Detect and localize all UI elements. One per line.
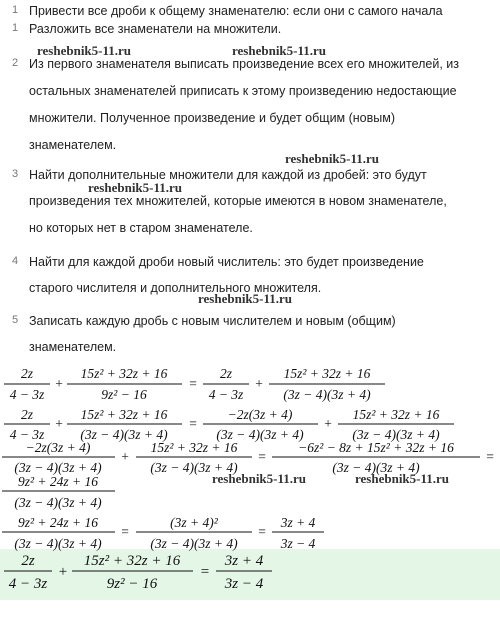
equals-sign: = bbox=[200, 564, 210, 580]
denominator: (3z − 4)(3z + 4) bbox=[14, 536, 102, 551]
equals-sign: = bbox=[121, 524, 129, 539]
equals-sign: = bbox=[486, 449, 494, 464]
equation-5 bbox=[2, 515, 324, 551]
plus-sign: + bbox=[58, 564, 68, 580]
step-number: 3 bbox=[12, 168, 19, 180]
watermark: reshebnik5-11.ru bbox=[212, 471, 307, 486]
step-text: Найти для каждой дроби новый числитель: это будет произведение bbox=[29, 255, 424, 269]
step-number: 1 bbox=[12, 4, 19, 16]
equation-3 bbox=[2, 440, 494, 475]
step-text: Разложить все знаменатели на множители. bbox=[29, 22, 282, 36]
numerator: 15z² + 32z + 16 bbox=[83, 553, 181, 569]
plus-sign: + bbox=[121, 449, 129, 464]
denominator: (3z − 4)(3z + 4) bbox=[14, 495, 102, 510]
step-text: произведения тех множителей, которые имеются в новом знаменателе, bbox=[29, 194, 447, 208]
denominator: 4 − 3z bbox=[8, 576, 48, 592]
numerator: (3z + 4)² bbox=[170, 515, 218, 530]
numerator: 15z² + 32z + 16 bbox=[80, 366, 168, 381]
step-number: 4 bbox=[12, 255, 19, 267]
denominator: (3z − 4)(3z + 4) bbox=[352, 427, 440, 442]
watermark: reshebnik5-11.ru bbox=[285, 151, 380, 166]
numerator: 2z bbox=[20, 366, 34, 381]
step-text: но которых нет в старом знаменателе. bbox=[29, 221, 253, 235]
equation-1 bbox=[4, 366, 385, 402]
step-text: Из первого знаменателя выписать произведение всех его множителей, из bbox=[29, 57, 459, 71]
numerator: 2z bbox=[21, 553, 35, 569]
numerator: −2z(3z + 4) bbox=[25, 440, 91, 455]
plus-sign: + bbox=[324, 416, 332, 431]
denominator: (3z − 4)(3z + 4) bbox=[150, 460, 238, 475]
numerator: 2z bbox=[20, 407, 34, 422]
step-number: 5 bbox=[12, 314, 19, 326]
numerator: 9z² + 24z + 16 bbox=[17, 474, 99, 489]
denominator: (3z − 4)(3z + 4) bbox=[283, 387, 371, 402]
denominator: 3z − 4 bbox=[224, 576, 264, 592]
denominator: 4 − 3z bbox=[208, 387, 244, 402]
equation-2 bbox=[4, 407, 454, 442]
denominator: (3z − 4)(3z + 4) bbox=[332, 460, 420, 475]
equation-4 bbox=[2, 474, 115, 510]
watermark: reshebnik5-11.ru bbox=[88, 180, 183, 195]
denominator: 4 − 3z bbox=[9, 387, 45, 402]
step-text: Привести все дроби к общему знаменателю: если они с самого начала bbox=[29, 4, 443, 18]
watermark: reshebnik5-11.ru bbox=[198, 291, 293, 306]
step-text: Найти дополнительные множители для каждой из дробей: это будут bbox=[29, 168, 427, 182]
step-number: 1 bbox=[12, 22, 19, 34]
step-number: 2 bbox=[12, 57, 19, 69]
numerator: 2z bbox=[219, 366, 233, 381]
denominator: 9z² − 16 bbox=[101, 387, 147, 402]
numerator: 15z² + 32z + 16 bbox=[283, 366, 371, 381]
denominator: 9z² − 16 bbox=[106, 576, 158, 592]
numerator: 15z² + 32z + 16 bbox=[352, 407, 440, 422]
step-text: знаменателем. bbox=[29, 138, 117, 152]
plus-sign: + bbox=[55, 416, 63, 431]
numerator: 9z² + 24z + 16 bbox=[17, 515, 99, 530]
step-text: Записать каждую дробь с новым числителем и новым (общим) bbox=[29, 314, 396, 328]
watermark: reshebnik5-11.ru bbox=[232, 43, 327, 58]
numerator: 3z + 4 bbox=[224, 553, 264, 569]
watermark: reshebnik5-11.ru bbox=[37, 43, 132, 58]
numerator: 15z² + 32z + 16 bbox=[150, 440, 238, 455]
denominator: (3z − 4)(3z + 4) bbox=[14, 460, 102, 475]
denominator: (3z − 4)(3z + 4) bbox=[150, 536, 238, 551]
final-answer bbox=[4, 553, 272, 592]
watermark: reshebnik5-11.ru bbox=[355, 471, 450, 486]
step-text: множители. Полученное произведение и будет общим (новым) bbox=[29, 111, 396, 125]
numerator: −6z² − 8z + 15z² + 32z + 16 bbox=[298, 440, 454, 455]
denominator: (3z − 4)(3z + 4) bbox=[80, 427, 168, 442]
step-text: знаменателем. bbox=[29, 340, 117, 354]
denominator: 4 − 3z bbox=[9, 427, 45, 442]
numerator: −2z(3z + 4) bbox=[227, 407, 293, 422]
equals-sign: = bbox=[258, 449, 266, 464]
equals-sign: = bbox=[189, 416, 197, 431]
denominator: 3z − 4 bbox=[280, 536, 316, 551]
numerator: 15z² + 32z + 16 bbox=[80, 407, 168, 422]
equals-sign: = bbox=[189, 376, 197, 391]
plus-sign: + bbox=[55, 376, 63, 391]
equals-sign: = bbox=[258, 524, 266, 539]
step-text: старого числителя и дополнительного множителя. bbox=[29, 281, 322, 295]
denominator: (3z − 4)(3z + 4) bbox=[216, 427, 304, 442]
numerator: 3z + 4 bbox=[280, 515, 316, 530]
step-text: остальных знаменателей приписать к этому произведению недостающие bbox=[29, 84, 457, 98]
plus-sign: + bbox=[255, 376, 263, 391]
